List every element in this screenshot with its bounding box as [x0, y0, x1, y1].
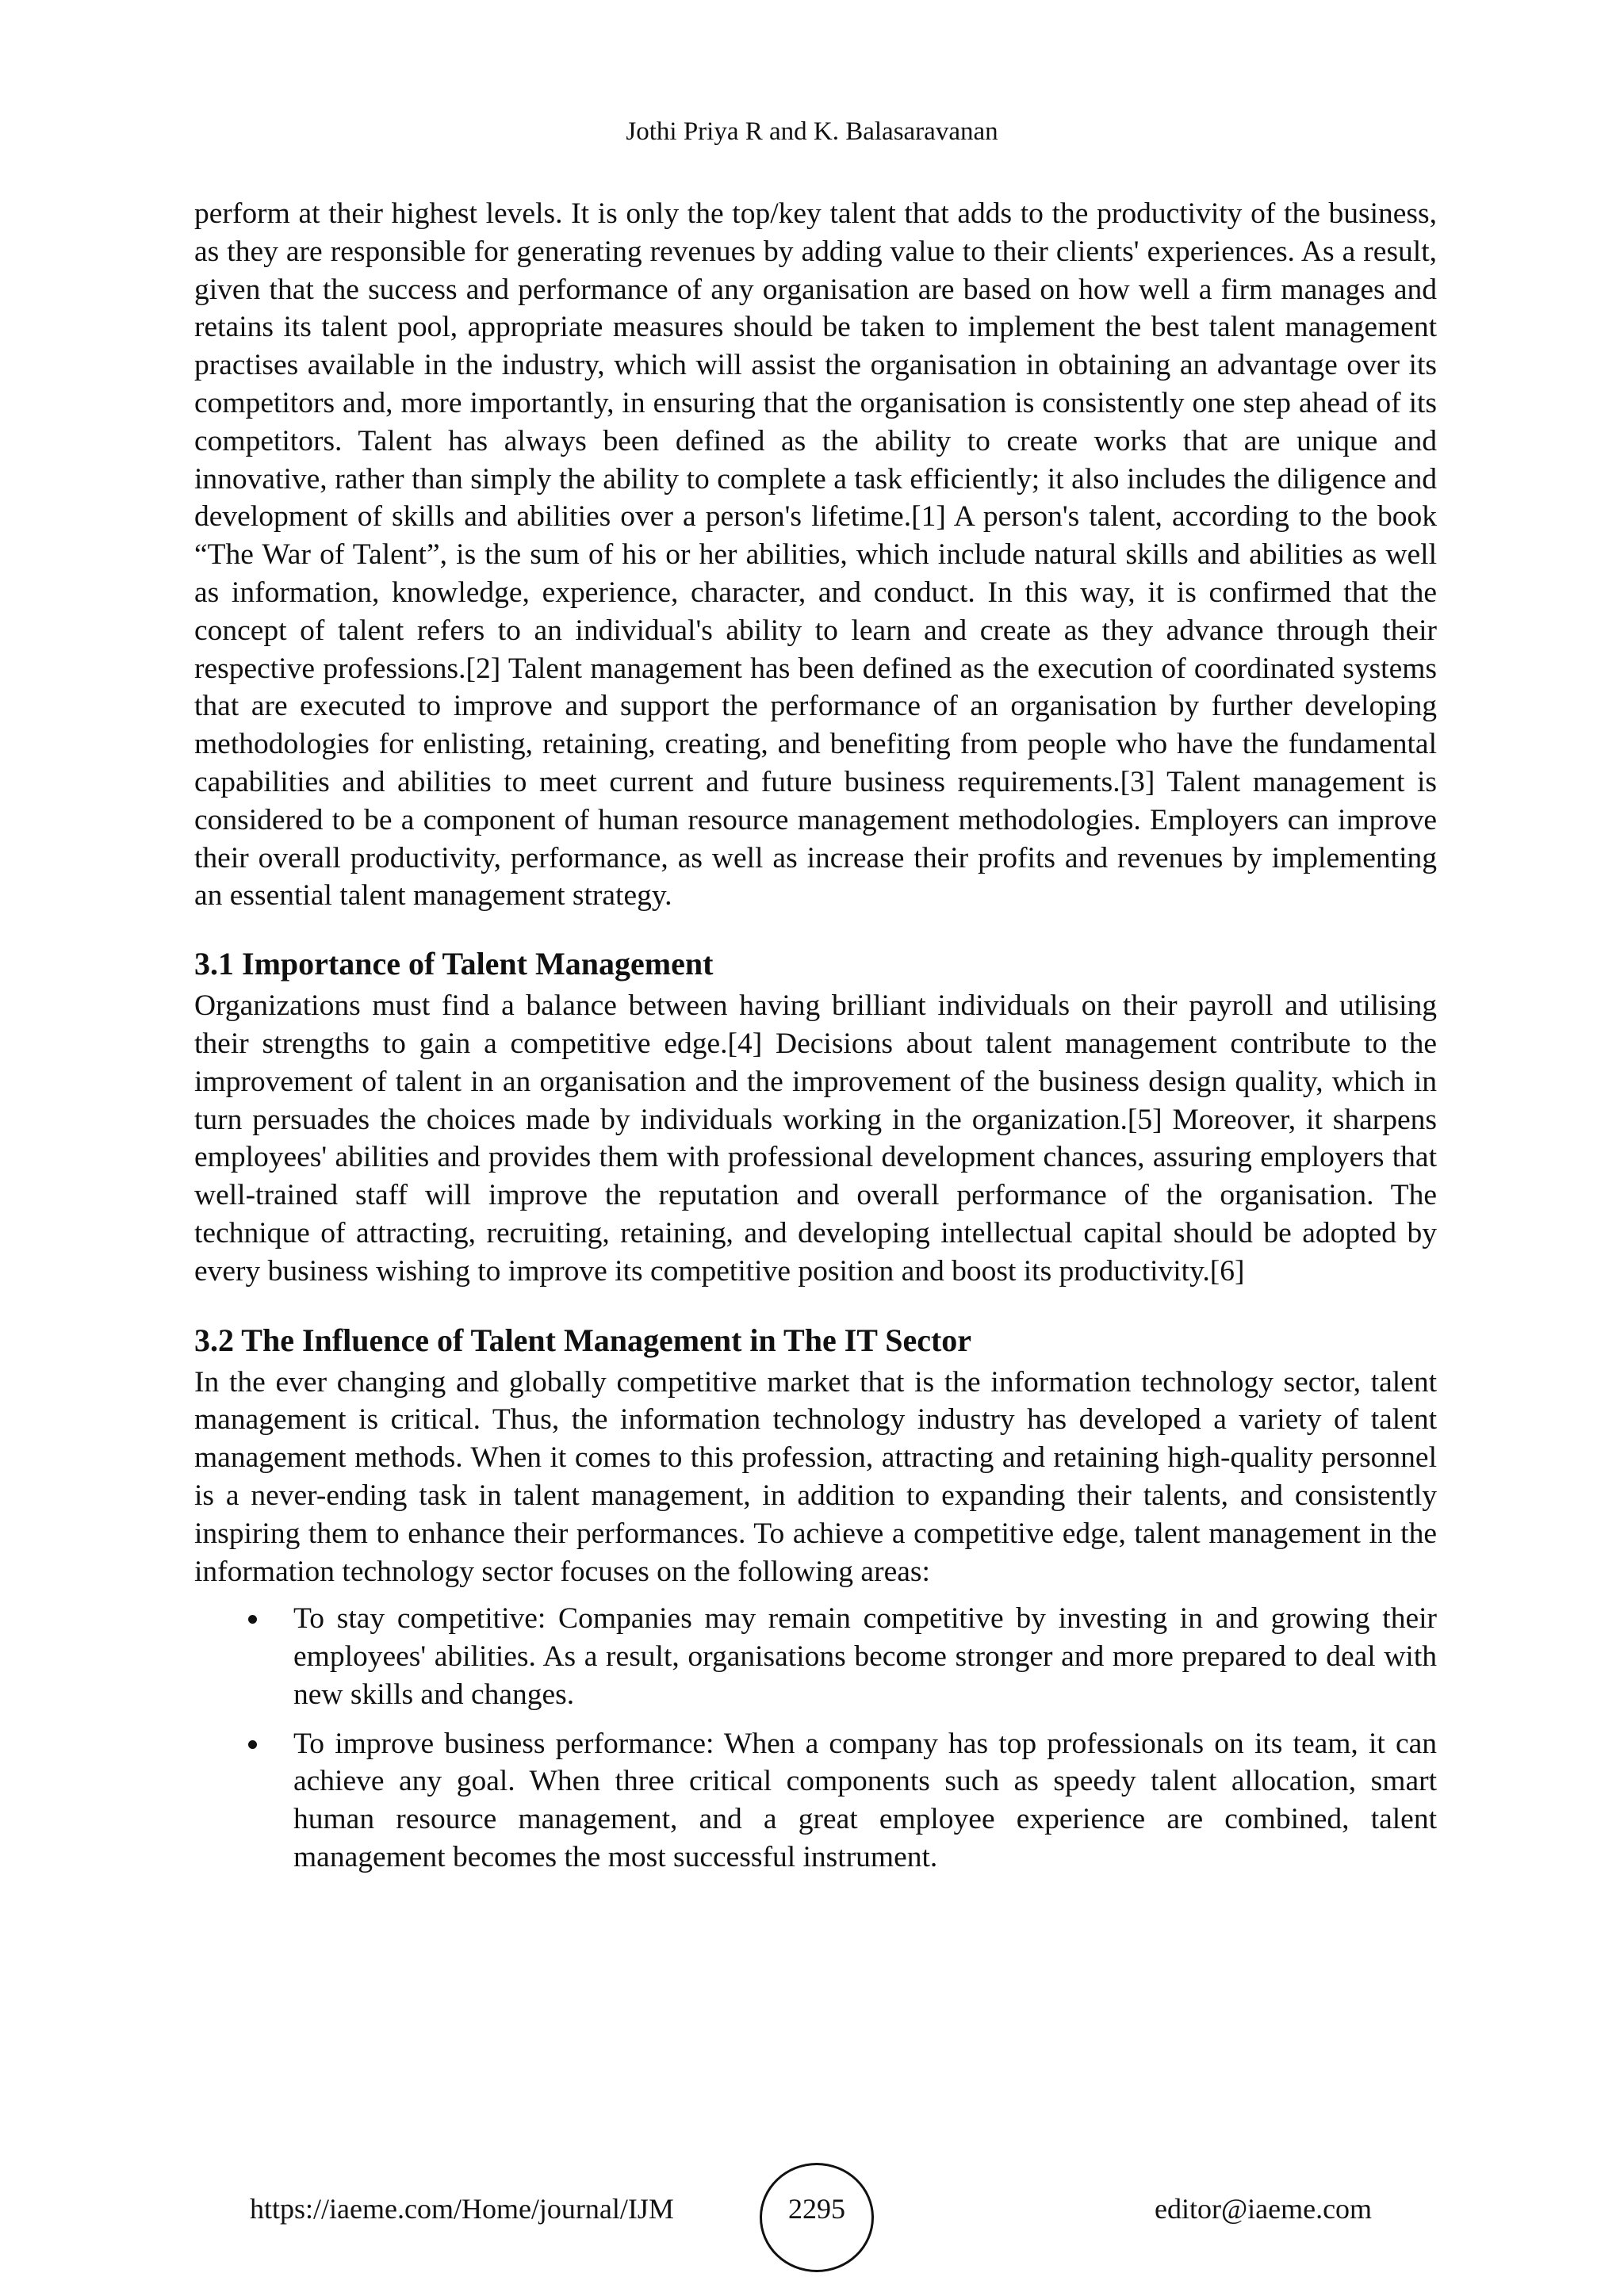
- list-item: [194, 1600, 1437, 1713]
- page-number: 2295: [788, 2193, 845, 2225]
- list-item-text: To improve business performance: When a company has top professionals on its team, it can achieve any goal. When three critical components such as speedy talent allocation, smart human resource management, and a great employee experience are combined, talent management becomes the most successful instrument.: [293, 1727, 1437, 1874]
- editor-email-link[interactable]: editor@iaeme.com: [1155, 2193, 1373, 2225]
- section-3-2-heading: 3.2 The Influence of Talent Management in The IT Sector: [194, 1322, 972, 1358]
- running-header-authors: Jothi Priya R and K. Balasaravanan: [626, 117, 998, 146]
- focus-areas-list: [194, 1600, 1437, 1877]
- page-footer: [0, 2163, 1624, 2274]
- list-item-text: To stay competitive: Companies may remain competitive by investing in and growing their employees' abilities. As a result, organisations become stronger and more prepared to deal with new skills and changes.: [293, 1602, 1437, 1711]
- journal-url-link[interactable]: https://iaeme.com/Home/journal/IJM: [250, 2193, 674, 2225]
- intro-paragraph: perform at their highest levels. It is only the top/key talent that adds to the productivity of the business, as they are responsible for generating revenues by adding value to their clients' experiences. As a result, given that the success and performance of any organisation are based on how well a firm manages and retains its talent pool, appropriate measures should be taken to implement the best talent management practises available in the industry, which will assist the organisation in obtaining an advantage over its competitors and, more importantly, in ensuring that the organisation is consistently one step ahead of its competitors. Talent has always been defined as the ability to create works that are unique and innovative, rather than simply the ability to complete a task efficiently; it also includes the diligence and development of skills and abilities over a person's lifetime.[1] A person's talent, according to the book “The War of Talent”, is the sum of his or her abilities, which include natural skills and abilities as well as information, knowledge, experience, character, and conduct. In this way, it is confirmed that the concept of talent refers to an individual's ability to learn and create as they advance through their respective professions.[2] Talent management has been defined as the execution of coordinated systems that are executed to improve and support the performance of an organisation by further developing methodologies for enlisting, retaining, creating, and benefiting from people who have the fundamental capabilities and abilities to meet current and future business requirements.[3] Talent management is considered to be a component of human resource management methodologies. Employers can improve their overall productivity, performance, as well as increase their profits and revenues by implementing an essential talent management strategy.: [194, 197, 1437, 913]
- bullet-icon: [248, 1740, 257, 1749]
- section-3-1-heading: 3.1 Importance of Talent Management: [194, 946, 714, 982]
- section-3-1-paragraph: Organizations must find a balance between having brilliant individuals on their payroll and utilising their strengths to gain a competitive edge.[4] Decisions about talent management contribute to the improvement of talent in an organisation and the improvement of the business design quality, which in turn persuades the choices made by individuals working in the organization.[5] Moreover, it sharpens employees' abilities and provides them with professional development chances, assuring employers that well-trained staff will improve the reputation and overall performance of the organisation. The technique of attracting, recruiting, retaining, and developing intellectual capital should be adopted by every business wishing to improve its competitive position and boost its productivity.[6]: [194, 989, 1437, 1288]
- list-item: [194, 1725, 1437, 1877]
- section-3-2-paragraph: In the ever changing and globally competitive market that is the information technology sector, talent management is critical. Thus, the information technology industry has developed a variety of talent management methods. When it comes to this profession, attracting and retaining high-quality personnel is a never-ending task in talent management, in addition to expanding their talents, and consistently inspiring them to enhance their performances. To achieve a competitive edge, talent management in the information technology sector focuses on the following areas:: [194, 1365, 1437, 1588]
- page-content: [194, 195, 1437, 1888]
- bullet-icon: [248, 1615, 257, 1624]
